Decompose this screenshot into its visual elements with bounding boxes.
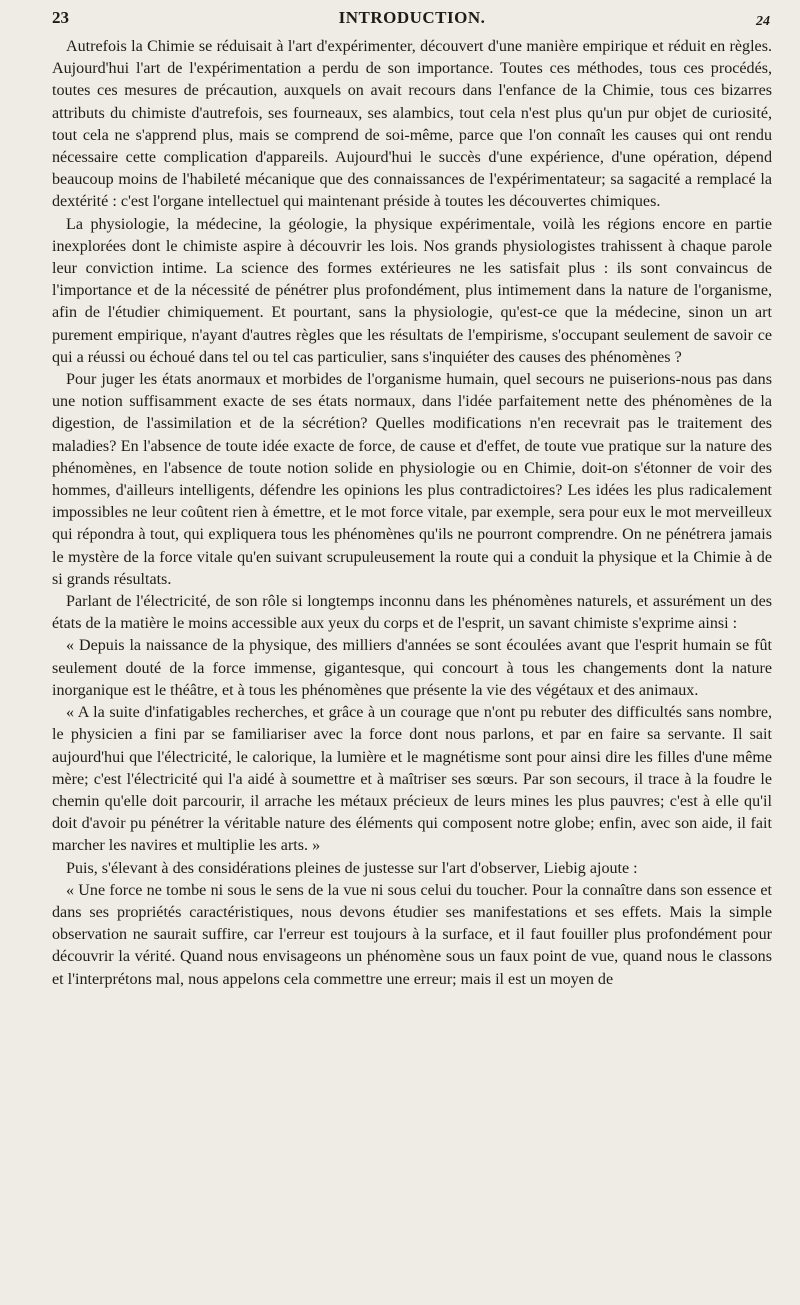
paragraph-chemistry-history: Autrefois la Chimie se réduisait à l'art d'expérimenter, découvert d'une manière empirique et réduit en règles. Aujourd'hui l'art de l'expérimentation a perdu de son importance. Toutes ces méthodes, tous ces procédés, toutes ces mesures de précaution, auxquels on avait recours dans l'enfance de la Chimie, tous ces bizarres attributs du chimiste d'autrefois, ses fourneaux, ses alambics, tout cela n'est plus qu'un pur objet de curiosité, tout cela ne s'apprend plus, mais se comprend de soi-même, parce que l'on connaît les causes qui ont rendu nécessaire cette complication d'appareils. Aujourd'hui le succès d'une expérience, d'une opération, dépend beaucoup moins de l'habileté mécanique que des connaissances de l'expérimentateur; sa sagacité a remplacé la dextérité : c'est l'organe intellectuel qui maintenant préside à toutes les découvertes chimiques. [52,38,772,211]
paragraph-physiology: La physiologie, la médecine, la géologie, la physique expérimentale, voilà les régions encore en partie inexplorées dont le chimiste aspire à découvrir les lois. Nos grands physiologistes trahissent à chaque parole leur conviction intime. La science des formes extérieures ne les satisfait plus : ils sont convaincus de l'importance et de la nécessité de pénétrer plus profondément, plus intimement dans la nature de l'organisme, afin de l'étudier chimiquement. Et pourtant, sans la physiologie, qu'est-ce que la médecine, sinon un art purement empirique, n'ayant d'autres règles que les résultats de l'empirisme, s'occupant seulement de savoir ce qui a réussi ou échoué dans tel ou tel cas particulier, sans s'inquiéter des causes des phénomènes ? [52,215,772,366]
quote-force: « Une force ne tombe ni sous le sens de la vue ni sous celui du toucher. Pour la connaître dans son essence et dans ses propriétés caractéristiques, nous devons étudier ses manifestations et ses effets. Mais la simple observation ne saurait suffire, car l'erreur est toujours à la surface, et il faut fouiller plus profondément pour découvrir la vérité. Quand nous envisageons un phénomène sous un faux point de vue, quand nous le classons et l'interprétons mal, nous appelons cela commettre une erreur; mais il est un moyen de [52,881,772,988]
paragraph-morbid-states: Pour juger les états anormaux et morbides de l'organisme humain, quel secours ne puiserions-nous pas dans une notion suffisamment exacte de ses états normaux, dans l'idée parfaitement nette des phénomènes de la digestion, de l'assimilation et de la sécrétion? Quelles modifications n'en recevrait pas le traitement des maladies? En l'absence de toute idée exacte de force, de cause et d'effet, de toute vue pratique sur la nature des phénomènes, en l'absence de toute notion solide en physiologie ou en Chimie, doit-on s'étonner de voir des hommes, d'ailleurs intelligents, défendre les opinions les plus contradictoires? Les idées les plus radicalement impossibles ne leur coûtent rien à émettre, et le mot force vitale, par exemple, sera pour eux le mot merveilleux qui répondra à tout, qui expliquera tous les phénomènes qu'ils ne pourront comprendre. On ne pénétrera jamais le mystère de la force vitale qu'en suivant scrupuleusement la route qui a conduit la physique et la Chimie à de si grands résultats. [52,371,772,588]
page-header [52,6,772,36]
quote-physics-birth: « Depuis la naissance de la physique, des milliers d'années se sont écoulées avant que l'esprit humain se fût seulement douté de la force immense, gigantesque, qui concourt à tous les changements dont la nature inorganique est le théâtre, et à tous les phénomènes que présente la vie des végétaux et des animaux. [52,637,772,699]
running-title: INTRODUCTION. [338,8,486,27]
paragraph-electricity-intro: Parlant de l'électricité, de son rôle si longtemps inconnu dans les phénomènes naturels, et assurément un des états de la matière le moins accessible aux yeux du corps et de l'esprit, un savant chimiste s'exprime ainsi : [52,593,772,633]
quote-research: « A la suite d'infatigables recherches, et grâce à un courage que n'ont pu rebuter des difficultés sans nombre, le physicien a fini par se familiariser avec la force dont nous parlons, et par en faire sa servante. Il sait aujourd'hui que l'électricité, le calorique, la lumière et le magnétisme sont pour ainsi dire les filles d'une même mère; c'est l'électricité qui l'a aidé à soumettre et à maîtriser ses sœurs. Par son secours, il trace à la foudre le chemin qu'elle doit parcourir, il arrache les métaux précieux de leurs mines les plus pauvres; c'est à elle qu'il doit d'avoir pu pénétrer la véritable nature des éléments qui composent notre globe; enfin, avec son aide, il fait marcher les navires et multiplie les arts. » [52,704,772,855]
folio-mark: 24 [756,14,770,29]
page-number: 23 [52,8,69,27]
body-text [52,36,772,991]
paragraph-liebig: Puis, s'élevant à des considérations pleines de justesse sur l'art d'observer, Liebig ajoute : [66,859,638,877]
